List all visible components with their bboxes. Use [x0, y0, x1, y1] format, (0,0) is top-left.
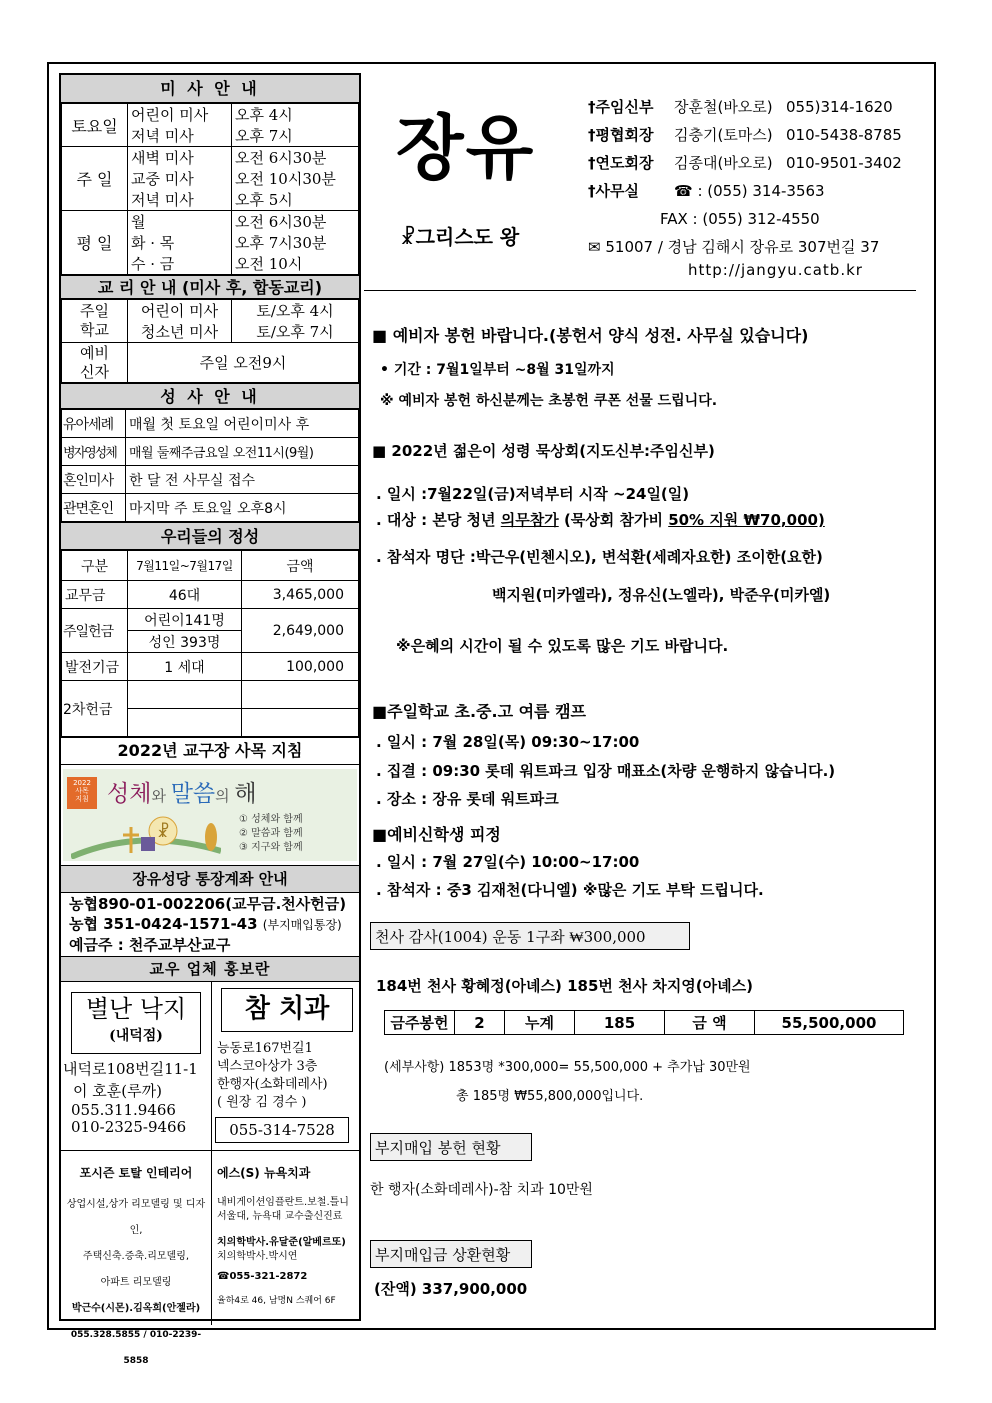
mass-time: 오전 6시30분: [232, 147, 359, 169]
repay-line: (잔액) 337,900,000: [374, 1280, 528, 1298]
notice-2-line: ※은혜의 시간이 될 수 있도록 많은 기도 바랍니다.: [396, 637, 729, 655]
mass-item: 저녁 미사: [128, 125, 232, 147]
notice-2-line: . 참석자 명단 :박근우(빈첸시오), 변석환(세례자요한) 조이한(요한): [376, 548, 823, 566]
notice-1-line: • 기간 : 7월1일부터 ~8월 31일까지: [380, 362, 615, 378]
ad-interior: [61, 1162, 211, 1374]
catechism-item: 어린이 미사: [128, 300, 232, 322]
mass-item: 월: [128, 211, 232, 233]
ad-newyork-addr: 율하4로 46, 남명N 스퀘어 6F: [217, 1296, 336, 1306]
banner-word-year: 해: [234, 781, 257, 807]
offering-period: 7월11일~7월17일: [128, 551, 242, 581]
sacrament-label: 유아세례: [62, 410, 126, 438]
notice-1-line: ※ 예비자 봉헌 하신분께는 초봉헌 쿠폰 선물 드립니다.: [380, 393, 718, 409]
offering-table: [61, 550, 359, 737]
notice-2-line: 백지원(미카엘라), 정유신(노엘라), 박준우(미카엘): [492, 586, 831, 604]
staff-name: 장훈철(바오로): [674, 98, 773, 116]
offering-label: 교무금: [62, 581, 128, 609]
staff-role: †연도회장: [588, 154, 654, 172]
land-box: 부지매입 봉헌 현황: [370, 1133, 532, 1161]
angel-names: 184번 천사 황혜정(아녜스) 185번 천사 차지영(아녜스): [376, 977, 753, 995]
offering-amount: 2,649,000: [242, 609, 359, 653]
ad-dental-name: ( 원장 김 경수 ): [217, 1095, 307, 1110]
ad-newyork: [217, 1162, 357, 1308]
sacrament-value: 한 달 전 사무실 접수: [126, 466, 359, 494]
mass-sun-label: 주 일: [62, 147, 128, 211]
ad-newyork-tel: ☎055-321-2872: [217, 1271, 308, 1282]
ads-area: [61, 982, 359, 1366]
ad-nakji-title: 별난 낙지: [85, 995, 187, 1023]
ad-interior-title: 포시즌 토탈 인테리어: [79, 1166, 193, 1180]
sacrament-header: 성 사 안 내: [61, 383, 359, 409]
notice-2-target-a: . 대상 : 본당 청년: [376, 511, 501, 529]
diocese-header: 2022년 교구장 사목 지침: [61, 737, 359, 765]
mass-item: 수 · 금: [128, 253, 232, 275]
offering-col-label: 구분: [62, 551, 128, 581]
mass-header: 미 사 안 내: [61, 75, 359, 103]
catechumen-label: 예비 신자: [62, 343, 128, 383]
account-info: [61, 893, 359, 956]
mass-time: 오전 10시: [232, 253, 359, 275]
diocese-banner: [63, 769, 357, 861]
offering-count: 1 세대: [128, 653, 242, 681]
mass-item: 어린이 미사: [128, 104, 232, 126]
ad-dental-addr: 능동로167번길1: [217, 1041, 313, 1056]
mass-time: 오후 7시30분: [232, 232, 359, 253]
banner-year-badge: 2022 사목 지침: [67, 777, 97, 809]
catechism-table: [61, 299, 359, 383]
ads-header: 교우 업체 홍보란: [61, 956, 359, 982]
ad-nakji-tel: 055.311.9466: [71, 1101, 176, 1119]
staff-tel: 055)314-1620: [786, 98, 893, 116]
banner-word-and: 와: [151, 787, 171, 805]
offering-count: 성인 393명: [128, 631, 242, 653]
offering-count: 46대: [128, 581, 242, 609]
offering-cell-empty: [242, 709, 359, 737]
offering-header: 우리들의 정성: [61, 522, 359, 550]
mass-sat-label: 토요일: [62, 104, 128, 147]
staff-tel: 010-9501-3402: [786, 154, 902, 172]
catechumen-time: 주일 오전9시: [128, 343, 359, 383]
staff-name: 김종대(바오로): [674, 154, 773, 172]
angel-cell: 누계: [505, 1011, 575, 1035]
notice-2-target-c: (묵상회 참가비: [558, 511, 669, 529]
offering-cell-empty: [242, 681, 359, 709]
ad-nakji-box: [71, 992, 201, 1054]
notice-3-line: . 일시 : 7월 28일(목) 09:30~17:00: [376, 733, 640, 751]
banner-word-word: 말씀: [170, 781, 216, 807]
ad-interior-line: 아파트 리모델링: [100, 1277, 172, 1288]
sacrament-table: [61, 409, 359, 522]
angel-cell: 55,500,000: [755, 1011, 904, 1035]
ad-dental-name: 한행자(소화데레사): [217, 1077, 328, 1092]
left-column: [59, 73, 361, 1366]
ad-nakji-sub: (내덕점): [109, 1028, 163, 1044]
sacrament-label: 혼인미사: [62, 466, 126, 494]
notice-4-line: . 참석자 : 중3 김재천(다니엘) ※많은 기도 부탁 드립니다.: [376, 881, 764, 899]
repay-box: 부지매입금 상환현황: [370, 1240, 532, 1268]
office-label: †사무실: [588, 182, 639, 200]
offering-label: 2차헌금: [62, 681, 128, 737]
notice-4-line: . 일시 : 7월 27일(수) 10:00~17:00: [376, 853, 640, 871]
angel-box: 천사 감사(1004) 운동 1구좌 ₩300,000: [370, 922, 690, 950]
notice-2-title: ■ 2022년 젊은이 성령 묵상회(지도신부:주임신부): [372, 442, 715, 460]
ad-newyork-line: 치의학박사.박시연: [217, 1251, 298, 1262]
offering-label: 발전기금: [62, 653, 128, 681]
svg-text:☧: ☧: [157, 822, 170, 841]
notice-2-target-b: 의무참가: [500, 511, 559, 529]
staff-name: 김충기(토마스): [674, 126, 773, 144]
sacrament-value: 매월 첫 토요일 어린이미사 후: [126, 410, 359, 438]
notice-1-title: ■ 예비자 봉헌 바랍니다.(봉헌서 양식 성전. 사무실 있습니다): [372, 326, 809, 345]
notice-2-line-target: [376, 509, 825, 530]
offering-amount: 100,000: [242, 653, 359, 681]
ad-interior-tel: 055.328.5855 / 010-2239-5858: [70, 1330, 202, 1366]
ad-nakji-tel: 010-2325-9466: [71, 1118, 187, 1136]
ad-interior-line: 상업시설,상가 리모델링 및 디자인,: [66, 1199, 206, 1236]
catechism-time: 토/오후 7시: [232, 321, 359, 343]
angel-cell: 185: [575, 1011, 665, 1035]
sacrament-value: 매월 둘째주금요일 오전11시(9월): [126, 438, 359, 466]
mass-time: 오후 5시: [232, 189, 359, 211]
ad-interior-name: 박근수(시몬).김옥희(안젤라): [71, 1303, 201, 1314]
notice-4-title: ■예비신학생 피정: [372, 825, 501, 844]
office-fax: FAX : (055) 312-4550: [660, 210, 820, 228]
offering-label: 주일헌금: [62, 609, 128, 653]
staff-list: [588, 93, 902, 279]
angel-detail: (세부사항) 1853명 *300,000= 55,500,000 + 추가납 30만원: [384, 1060, 751, 1075]
angel-cell: 금 액: [665, 1011, 755, 1035]
account-header: 장유성당 통장계좌 안내: [61, 865, 359, 893]
staff-role: †주임신부: [588, 98, 654, 116]
mass-time: 오전 6시30분: [232, 211, 359, 233]
ad-nakji-name: 이 호훈(루까): [73, 1082, 162, 1100]
account-line: 농협890-01-002206(교무금.천사헌금): [69, 895, 347, 913]
staff-tel: 010-5438-8785: [786, 126, 902, 144]
office-tel: ☎ : (055) 314-3563: [674, 182, 825, 200]
mass-time: 오후 7시: [232, 125, 359, 147]
website-url: http://jangyu.catb.kr: [688, 261, 863, 279]
notice-2-line: . 일시 :7월22일(금)저녁부터 시작 ~24일(일): [376, 485, 690, 503]
masthead-subtitle: ☧그리스도 왕: [400, 225, 520, 249]
offering-cell-empty: [128, 709, 242, 737]
catechism-header: 교 리 안 내 (미사 후, 합동교리): [61, 275, 359, 299]
banner-point: ③ 지구와 함께: [239, 842, 303, 853]
mass-item: 교중 미사: [128, 168, 232, 189]
mass-item: 새벽 미사: [128, 147, 232, 169]
ad-dental-addr: 넥스코아상가 3층: [217, 1059, 318, 1074]
sacrament-value: 마지막 주 토요일 오후8시: [126, 494, 359, 522]
catechism-time: 토/오후 4시: [232, 300, 359, 322]
angel-table: [384, 1010, 904, 1035]
offering-cell-empty: [128, 681, 242, 709]
wheat-cup-icon: [71, 807, 221, 859]
angel-cell: 2: [455, 1011, 505, 1035]
sacrament-label: 관면혼인: [62, 494, 126, 522]
notice-3-title: ■주일학교 초.중.고 여름 캠프: [372, 702, 587, 721]
account-note: (부지매입통장): [262, 918, 342, 932]
ad-dental-title: 참 치과: [221, 988, 353, 1032]
banner-point: ② 말씀과 함께: [239, 828, 303, 839]
ad-dental-tel: 055-314-7528: [215, 1117, 349, 1143]
sunday-school-label: 주일 학교: [62, 300, 128, 343]
offering-col-amount: 금액: [242, 551, 359, 581]
ad-nakji-info: [63, 1058, 198, 1136]
mass-item: 저녁 미사: [128, 189, 232, 211]
notice-3-line: . 장소 : 장유 롯데 워트파크: [376, 790, 559, 808]
mail-icon: ✉: [588, 238, 601, 256]
account-line: 농협 351-0424-1571-43: [69, 915, 258, 933]
ad-newyork-line: 서울대, 뉴욕대 교수출신진료: [217, 1211, 343, 1222]
offering-amount: 3,465,000: [242, 581, 359, 609]
offering-count: 어린이141명: [128, 609, 242, 631]
account-line: 예금주 : 천주교부산교구: [69, 936, 231, 954]
ad-newyork-line: 치의학박사.유달준(알베르또): [217, 1237, 346, 1248]
notice-2-target-d: 50% 지원 ₩70,000): [668, 511, 825, 529]
banner-word-eucharist: 성체: [107, 781, 152, 807]
masthead-title: 장유: [396, 107, 536, 189]
mass-time: 오후 4시: [232, 104, 359, 126]
banner-word-of: 의: [215, 787, 235, 805]
angel-cell: 금주봉헌: [385, 1011, 455, 1035]
masthead-divider: [364, 290, 916, 291]
land-line: 한 행자(소화데레사)-참 치과 10만원: [370, 1182, 593, 1198]
ad-newyork-title: 에스(S) 뉴욕치과: [217, 1166, 311, 1180]
mass-table: [61, 103, 359, 275]
notice-3-line: . 집결 : 09:30 롯데 워트파크 입장 매표소(차량 운행하지 않습니다.): [376, 762, 836, 780]
banner-point: ① 성체와 함께: [239, 814, 303, 825]
sacrament-label: 병자영성체: [62, 438, 126, 466]
ad-dental-info: [217, 1040, 328, 1112]
ad-nakji-addr: 내덕로108번길11-1: [63, 1060, 198, 1078]
mass-item: 화 · 목: [128, 232, 232, 253]
mass-week-label: 평 일: [62, 211, 128, 275]
staff-role: †평협회장: [588, 126, 654, 144]
angel-detail: 총 185명 ₩55,800,000입니다.: [456, 1089, 644, 1104]
ad-newyork-line: 내비게이션임플란트.보철.틀니: [217, 1197, 349, 1208]
office-address: 51007 / 경남 김해시 장유로 307번길 37: [605, 238, 880, 256]
ad-interior-line: 주택신축.증축.리모델링,: [82, 1251, 190, 1262]
catechism-item: 청소년 미사: [128, 321, 232, 343]
mass-time: 오전 10시30분: [232, 168, 359, 189]
